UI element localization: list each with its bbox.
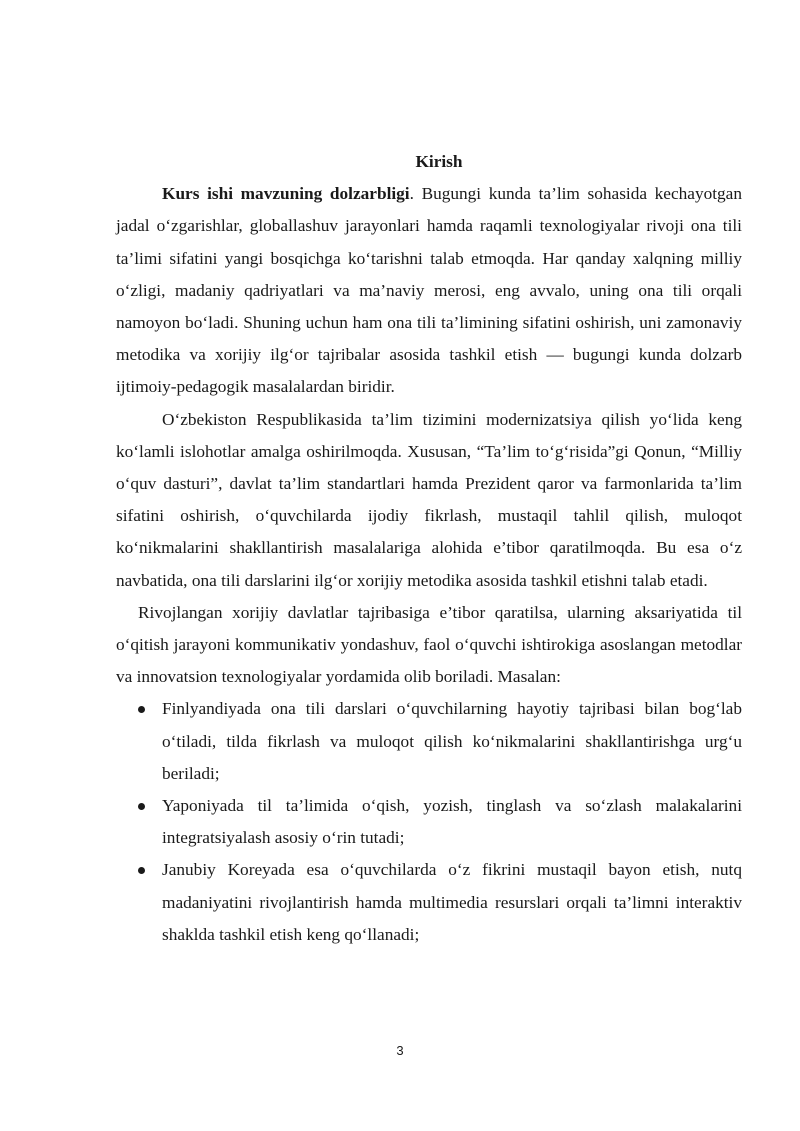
bullet-icon <box>138 867 145 874</box>
paragraph-relevance-text: . Bugungi kunda ta’lim sohasida kechayotgan jadal o‘zgarishlar, globallashuv jarayonlari hamda raqamli texnologiyalar rivoji ona tili ta’limi sifatini yangi bosqichga ko‘tarishni talab etmoqda. Har qanday xalqning milliy o‘zligi, madaniy qadriyatlari va ma’naviy merosi, eng avvalo, uning ona tili orqali namoyon bo‘ladi. Shuning uchun ham ona tili ta’limining sifatini oshirish, uni zamonaviy metodika va xorijiy ilg‘or tajribalar asosida tashkil etish — bugungi kunda dolzarb ijtimoiy-pedagogik masalalardan biridir. <box>116 184 742 397</box>
bullet-icon <box>138 803 145 810</box>
list-item-text: Janubiy Koreyada esa o‘quvchilarda o‘z fikrini mustaqil bayon etish, nutq madaniyatini rivojlantirish hamda multimedia resurslari orqali ta’limni interaktiv shaklda tashkil etish keng qo‘llanadi; <box>162 860 742 944</box>
country-examples-list <box>116 693 742 951</box>
list-item-finland <box>116 693 742 790</box>
list-item-text: Yaponiyada til ta’limida o‘qish, yozish, tinglash va so‘zlash malakalarini integratsiyalash asosiy o‘rin tutadi; <box>162 796 742 848</box>
paragraph-foreign-experience: Rivojlangan xorijiy davlatlar tajribasiga e’tibor qaratilsa, ularning aksariyatida til o‘qitish jarayoni kommunikativ yondashuv, faol o‘quvchi ishtirokiga asoslangan metodlar va innovatsion texnologiyalar yordamida olib boriladi. Masalan: <box>116 602 742 687</box>
list-item-japan <box>116 790 742 854</box>
page-number: 3 <box>396 1043 404 1058</box>
list-item-south-korea <box>116 854 742 951</box>
paragraph-relevance <box>116 178 742 403</box>
list-item-text: Finlyandiyada ona tili darslari o‘quvchilarning hayotiy tajribasi bilan bog‘lab o‘tiladi, tilda fikrlash va muloqot qilish ko‘nikmalarini shakllantirishga urg‘u beriladi; <box>162 699 742 783</box>
paragraph-uzbekistan-reforms: O‘zbekiston Respublikasida ta’lim tizimini modernizatsiya qilish yo‘lida keng ko‘lamli islohotlar amalga oshirilmoqda. Xususan, “Ta’lim to‘g‘risida”gi Qonun, “Milliy o‘quv dasturi”, davlat ta’lim standartlari hamda Prezident qaror va farmonlarida ta’lim sifatini oshirish, o‘quvchilarda ijodiy fikrlash, mustaqil tahlil qilish, muloqot ko‘nikmalarini shakllantirish masalalariga alohida e’tibor qaratilmoqda. Bu esa o‘z navbatida, ona tili darslarini ilg‘or xorijiy metodika asosida tashkil etishni talab etadi. <box>116 409 742 590</box>
paragraph-lead-bold: Kurs ishi mavzuning dolzarbligi <box>162 184 410 204</box>
document-body <box>116 146 742 951</box>
section-title: Kirish <box>415 152 463 171</box>
bullet-icon <box>138 706 145 713</box>
